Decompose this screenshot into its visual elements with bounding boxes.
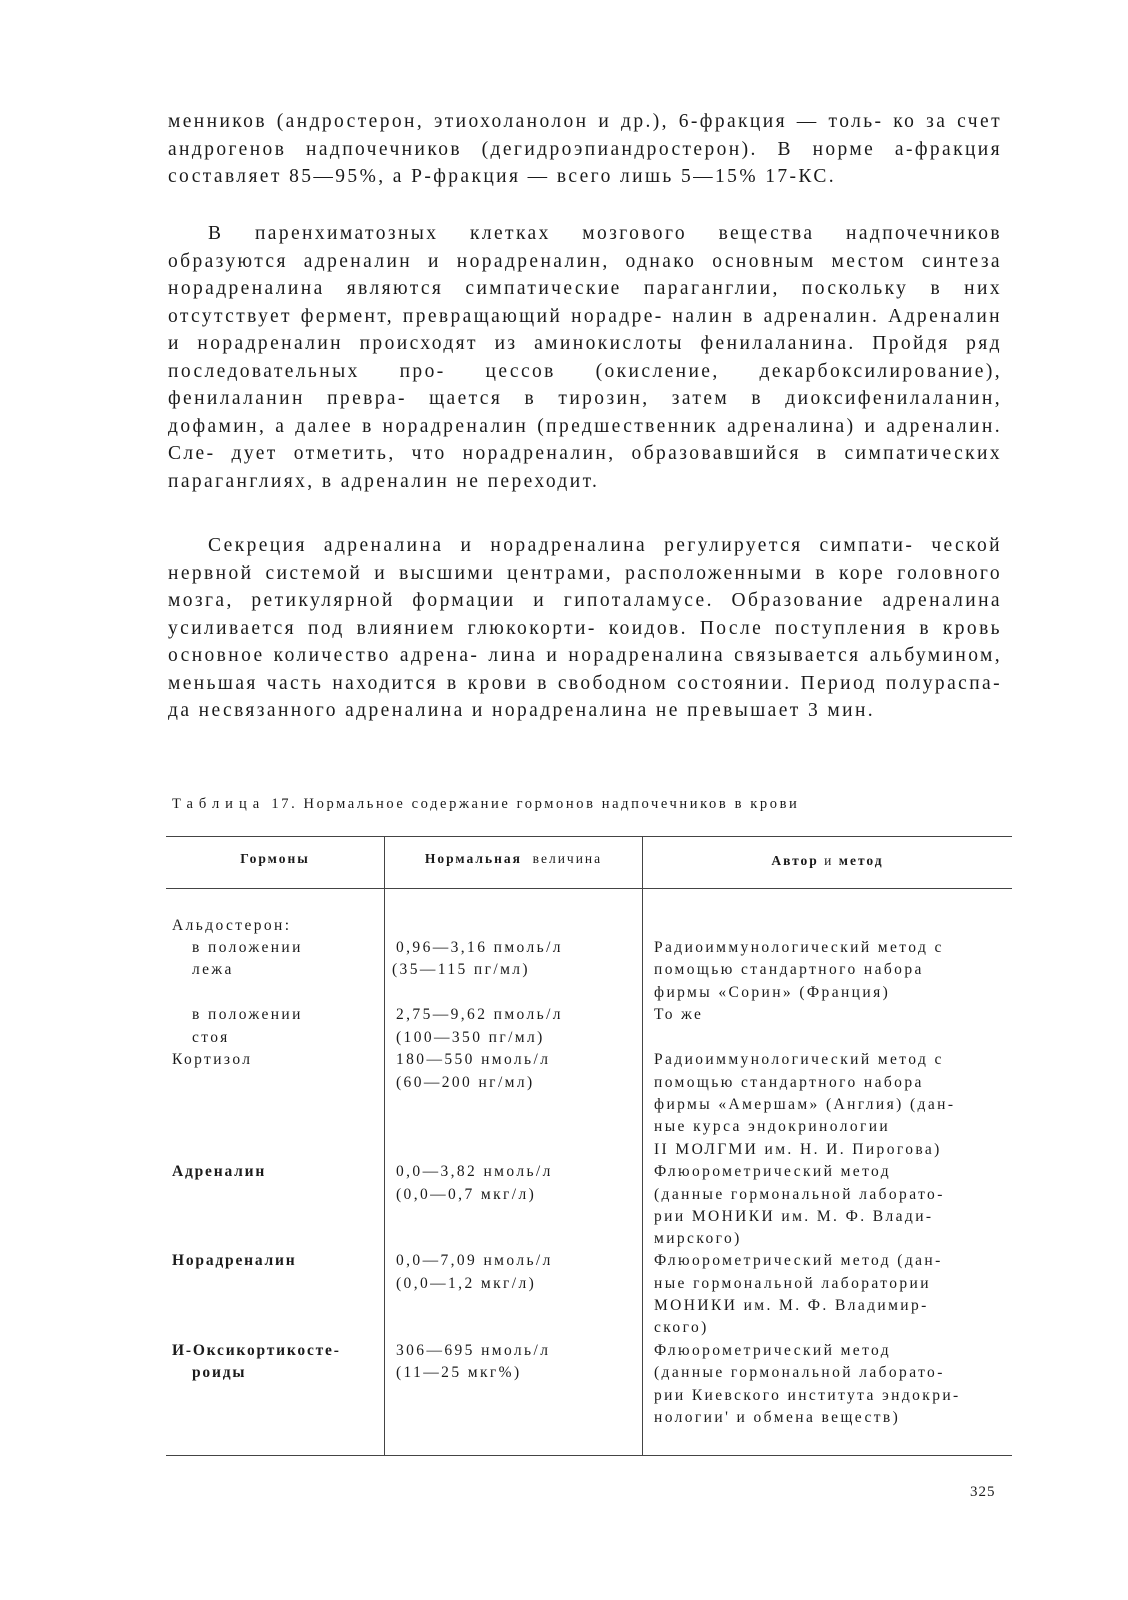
- method-cortisol-5: II МОЛГМИ им. Н. И. Пирогова): [654, 1141, 942, 1158]
- cell-lying-2: лежа: [192, 961, 234, 978]
- value-noradrenaline-2: (0,0—1,2 мкг/л): [396, 1275, 537, 1292]
- method-noradrenaline-1: Флюорометрический метод (дан-: [654, 1252, 943, 1269]
- method-cortisol-2: помощью стандартного набора: [654, 1074, 924, 1091]
- method-oxy-3: рии Киевского института эндокри-: [654, 1387, 961, 1404]
- column-divider: [642, 837, 643, 1455]
- method-noradrenaline-2: ные гормональной лаборатории: [654, 1275, 931, 1292]
- method-oxy-4: нологии' и обмена веществ): [654, 1409, 901, 1426]
- method-oxy-2: (данные гормональной лаборато-: [654, 1364, 945, 1381]
- header-divider: [166, 888, 1012, 889]
- header-hormones: Гормоны: [240, 851, 310, 866]
- method-cortisol-4: ные курса эндокринологии: [654, 1118, 891, 1135]
- table-caption-label: Таблица: [172, 796, 266, 812]
- cell-cortisol: Кортизол: [172, 1051, 253, 1068]
- cell-oxy-1: И-Оксикортикосте-: [172, 1342, 341, 1359]
- cell-standing-1: в положении: [192, 1006, 303, 1023]
- paragraph-text: Секреция адреналина и норадреналина регулируется симпати- ческой нервной системой и высшими центрами, расположенными в коре головного мозга, ретикулярной формации и гипоталамусе. Образование адреналина усиливается под влиянием глюкокорти- коидов. После поступления в кровь основное количество адрена- лина и норадреналина связывается альбумином, меньшая часть находится в крови в свободном состоянии. Период полураспа- да несвязанного адреналина и норадреналина не превышает 3 мин.: [168, 535, 1003, 721]
- cell-adrenaline: Адреналин: [172, 1163, 267, 1180]
- value-cortisol-2: (60—200 нг/мл): [396, 1074, 535, 1091]
- header-normal-value: Нормальная величина: [424, 851, 603, 866]
- paragraph-3: [168, 532, 1002, 725]
- method-adrenaline-3: рии МОНИКИ им. М. Ф. Влади-: [654, 1208, 934, 1225]
- method-adrenaline-4: мирского): [654, 1230, 742, 1247]
- cell-standing-2: стоя: [192, 1029, 230, 1046]
- cell-noradrenaline: Норадреналин: [172, 1252, 297, 1269]
- table-caption: [172, 796, 799, 813]
- value-standing-1: 2,75—9,62 пмоль/л: [396, 1006, 563, 1023]
- cell-aldosterone: Альдостерон:: [172, 917, 292, 934]
- value-standing-2: (100—350 пг/мл): [396, 1029, 545, 1046]
- table-caption-text: 17. Нормальное содержание гормонов надпочечников в крови: [271, 796, 800, 812]
- hormone-table: [166, 836, 1012, 1456]
- cell-oxy-2: роиды: [192, 1364, 247, 1381]
- value-noradrenaline-1: 0,0—7,09 нмоль/л: [396, 1252, 553, 1269]
- method-noradrenaline-3: МОНИКИ им. М. Ф. Владимир-: [654, 1297, 929, 1314]
- cell-lying-1: в положении: [192, 939, 303, 956]
- value-adrenaline-2: (0,0—0,7 мкг/л): [396, 1186, 537, 1203]
- value-oxy-1: 306—695 нмоль/л: [396, 1342, 551, 1359]
- method-lying-3: фирмы «Сорин» (Франция): [654, 984, 891, 1001]
- column-divider: [384, 837, 385, 1455]
- method-lying-2: помощью стандартного набора: [654, 961, 924, 978]
- method-adrenaline-1: Флюорометрический метод: [654, 1163, 892, 1180]
- method-standing: То же: [654, 1006, 704, 1023]
- value-lying-2: (35—115 пг/мл): [392, 961, 530, 978]
- method-noradrenaline-4: ского): [654, 1319, 709, 1336]
- method-cortisol-3: фирмы «Амершам» (Англия) (дан-: [654, 1096, 956, 1113]
- paragraph-text: менников (андростерон, этиохоланолон и др.), 6-фракция — толь- ко за счет андрогенов надпочечников (дегидроэпиандростерон). В норме а-фракция составляет 85—95%, а Р-фракция — всего лишь 5—15% 17-КС.: [168, 111, 1002, 187]
- paragraph-1: [168, 108, 1002, 191]
- page-number: 325: [970, 1484, 996, 1500]
- value-cortisol-1: 180—550 нмоль/л: [396, 1051, 551, 1068]
- value-oxy-2: (11—25 мкг%): [396, 1364, 522, 1381]
- paragraph-text: В паренхиматозных клетках мозгового вещества надпочечников образуются адреналин и норадреналин, однако основным местом синтеза норадреналина являются симпатические параганглии, поскольку в них отсутствует фермент, превращающий норадре- налин в адреналин. Адреналин и норадреналин происходят из аминокислоты фенилаланина. Пройдя ряд последовательных про- цессов (окисление, декарбоксилирование), фенилаланин превра- щается в тирозин, затем в диоксифенилаланин, дофамин, а далее в норадреналин (предшественник адреналина) и адреналин. Сле- дует отметить, что норадреналин, образовавшийся в симпатических параганглиях, в адреналин не переходит.: [168, 223, 1003, 492]
- method-oxy-1: Флюорометрический метод: [654, 1342, 892, 1359]
- value-adrenaline-1: 0,0—3,82 нмоль/л: [396, 1163, 553, 1180]
- method-cortisol-1: Радиоиммунологический метод с: [654, 1051, 944, 1068]
- value-lying-1: 0,96—3,16 пмоль/л: [396, 939, 563, 956]
- method-lying-1: Радиоиммунологический метод с: [654, 939, 944, 956]
- method-adrenaline-2: (данные гормональной лаборато-: [654, 1186, 945, 1203]
- header-author-method: Автор и метод: [771, 853, 884, 868]
- paragraph-2: [168, 220, 1002, 495]
